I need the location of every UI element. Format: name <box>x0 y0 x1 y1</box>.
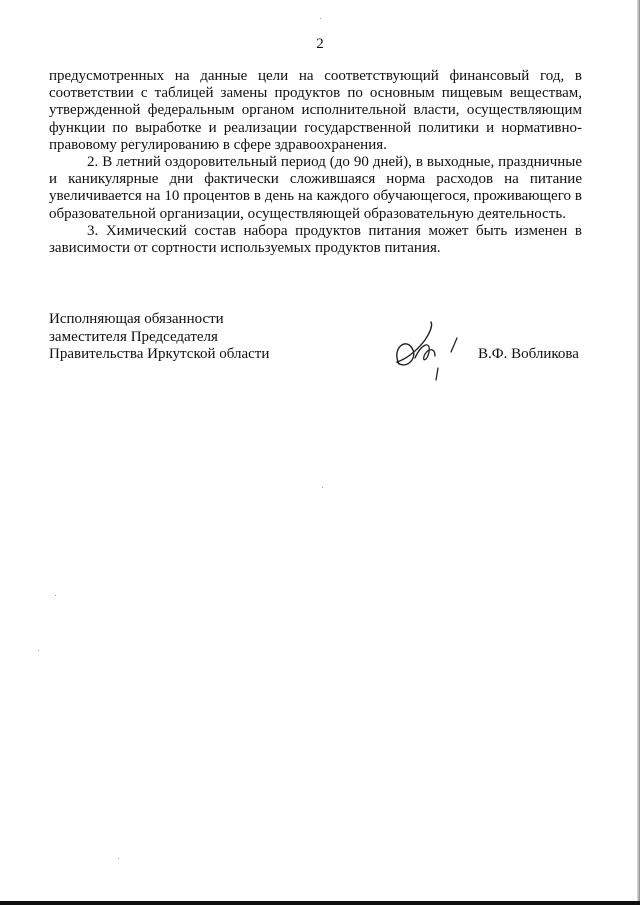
handwritten-signature <box>385 318 475 388</box>
scan-bottom-edge <box>0 901 640 905</box>
position-line-3: Правительства Иркутской области <box>49 346 270 362</box>
scan-speck <box>320 18 321 19</box>
paragraph-2: 2. В летний оздоровительный период (до 90 дней), в выходные, праздничные и каникулярные дни фактически сложившаяся норма расходов на питание увеличивается на 10 процентов в день на каждого обучающегося, проживающего в образовательной организации, осуществляющей образовательную деятельность. <box>49 154 582 222</box>
scan-speck <box>322 487 323 488</box>
paragraph-continuation: предусмотренных на данные цели на соответствующий финансовый год, в соответствии с таблицей замены продуктов по основным пищевым веществам, утвержденной федеральным органом исполнительной власти, осуществляющим функции по выработке и реализации государственной политики и нормативно-правовому регулированию в сфере здравоохранения. <box>49 68 582 153</box>
scan-speck <box>38 650 39 651</box>
signatory-position <box>49 311 269 364</box>
body-text <box>49 68 582 257</box>
signer-name: В.Ф. Вобликова <box>478 346 579 362</box>
scan-speck <box>55 595 56 596</box>
page-number: 2 <box>316 36 324 52</box>
position-line-1: Исполняющая обязанности <box>49 311 224 327</box>
scan-speck <box>118 858 119 859</box>
position-line-2: заместителя Председателя <box>49 328 218 345</box>
paragraph-3: 3. Химический состав набора продуктов питания может быть изменен в зависимости от сортности используемых продуктов питания. <box>49 222 582 257</box>
